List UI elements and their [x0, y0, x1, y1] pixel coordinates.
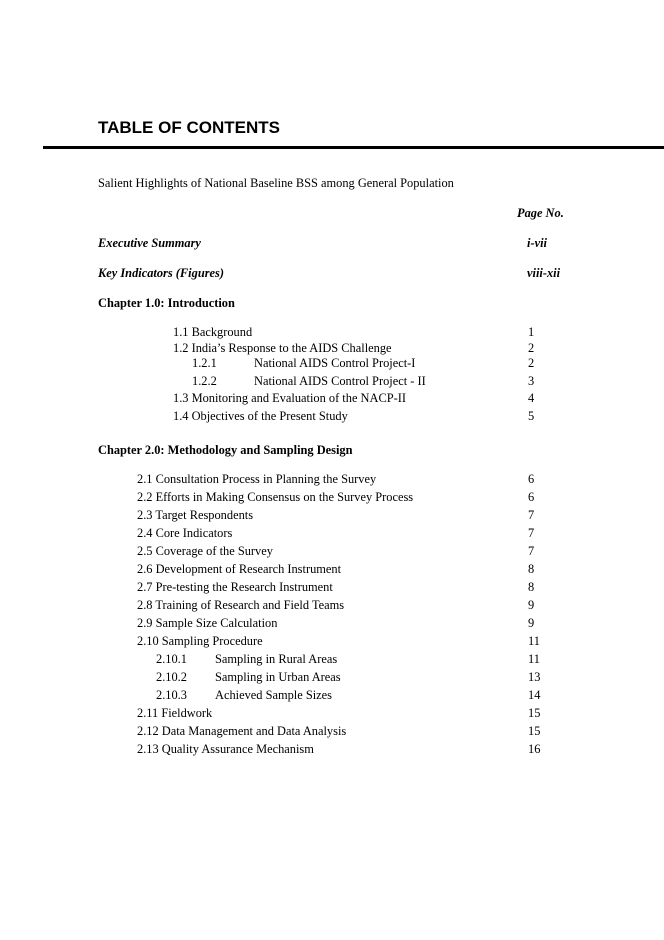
page-no-label: Page No.	[517, 206, 564, 220]
toc-entry[interactable]: 2.12 Data Management and Data Analysis	[137, 724, 347, 738]
toc-entry-executive-summary[interactable]: Executive Summary	[98, 236, 201, 250]
chapter-1-heading[interactable]: Chapter 1.0: Introduction	[98, 296, 235, 310]
toc-page: 15	[528, 706, 541, 720]
toc-entry[interactable]: 2.4 Core Indicators	[137, 526, 233, 540]
toc-entry[interactable]: 2.1 Consultation Process in Planning the Survey	[137, 472, 377, 486]
toc-entry[interactable]: 1.2 India’s Response to the AIDS Challenge	[173, 341, 392, 355]
toc-page: 9	[528, 616, 535, 630]
toc-page: 2	[528, 341, 535, 355]
toc-subentry-number: 1.2.2	[192, 374, 217, 388]
page-title: TABLE OF CONTENTS	[98, 118, 280, 137]
toc-entry[interactable]: 2.7 Pre-testing the Research Instrument	[137, 580, 333, 594]
toc-entry[interactable]: 2.8 Training of Research and Field Teams	[137, 598, 345, 612]
toc-subentry-number: 1.2.1	[192, 356, 217, 370]
toc-page: 1	[528, 325, 535, 339]
toc-page: 15	[528, 724, 541, 738]
toc-entry[interactable]: 2.5 Coverage of the Survey	[137, 544, 273, 558]
toc-entry[interactable]: 1.4 Objectives of the Present Study	[173, 409, 348, 423]
toc-subentry[interactable]: Sampling in Urban Areas	[215, 670, 341, 684]
toc-subentry-number: 2.10.1	[156, 652, 187, 666]
toc-page: 6	[528, 490, 535, 504]
toc-page: 2	[528, 356, 535, 370]
toc-page: 11	[528, 652, 540, 666]
chapter-2-heading[interactable]: Chapter 2.0: Methodology and Sampling Design	[98, 443, 353, 457]
salient-highlights-entry[interactable]: Salient Highlights of National Baseline BSS among General Population	[98, 176, 454, 190]
toc-subentry-number: 2.10.2	[156, 670, 187, 684]
toc-entry[interactable]: 2.10 Sampling Procedure	[137, 634, 263, 648]
toc-entry[interactable]: 2.9 Sample Size Calculation	[137, 616, 278, 630]
toc-entry-key-indicators[interactable]: Key Indicators (Figures)	[98, 266, 224, 280]
toc-page: 7	[528, 526, 535, 540]
toc-subentry[interactable]: Achieved Sample Sizes	[215, 688, 332, 702]
toc-entry[interactable]: 2.6 Development of Research Instrument	[137, 562, 342, 576]
toc-entry[interactable]: 2.2 Efforts in Making Consensus on the Survey Process	[137, 490, 414, 504]
toc-subentry[interactable]: National AIDS Control Project-I	[254, 356, 416, 370]
toc-subentry-number: 2.10.3	[156, 688, 187, 702]
toc-entry[interactable]: 2.3 Target Respondents	[137, 508, 254, 522]
title-divider	[43, 146, 664, 149]
toc-entry[interactable]: 2.13 Quality Assurance Mechanism	[137, 742, 314, 756]
toc-page: 7	[528, 544, 535, 558]
toc-subentry[interactable]: National AIDS Control Project - II	[254, 374, 426, 388]
toc-page: 11	[528, 634, 540, 648]
toc-page: 16	[528, 742, 541, 756]
toc-page: 6	[528, 472, 535, 486]
toc-page: 5	[528, 409, 535, 423]
toc-page-key-indicators: viii-xii	[527, 266, 561, 280]
toc-page: 13	[528, 670, 541, 684]
toc-subentry[interactable]: Sampling in Rural Areas	[215, 652, 338, 666]
toc-page: 8	[528, 562, 535, 576]
toc-page-executive-summary: i-vii	[527, 236, 547, 250]
toc-page: 7	[528, 508, 535, 522]
toc-entry[interactable]: 2.11 Fieldwork	[137, 706, 213, 720]
toc-entry[interactable]: 1.3 Monitoring and Evaluation of the NACP-II	[173, 391, 406, 405]
toc-entry[interactable]: 1.1 Background	[173, 325, 253, 339]
toc-page: 9	[528, 598, 535, 612]
toc-page: 3	[528, 374, 535, 388]
toc-page: 4	[528, 391, 535, 405]
toc-page: 8	[528, 580, 535, 594]
toc-page: 14	[528, 688, 541, 702]
